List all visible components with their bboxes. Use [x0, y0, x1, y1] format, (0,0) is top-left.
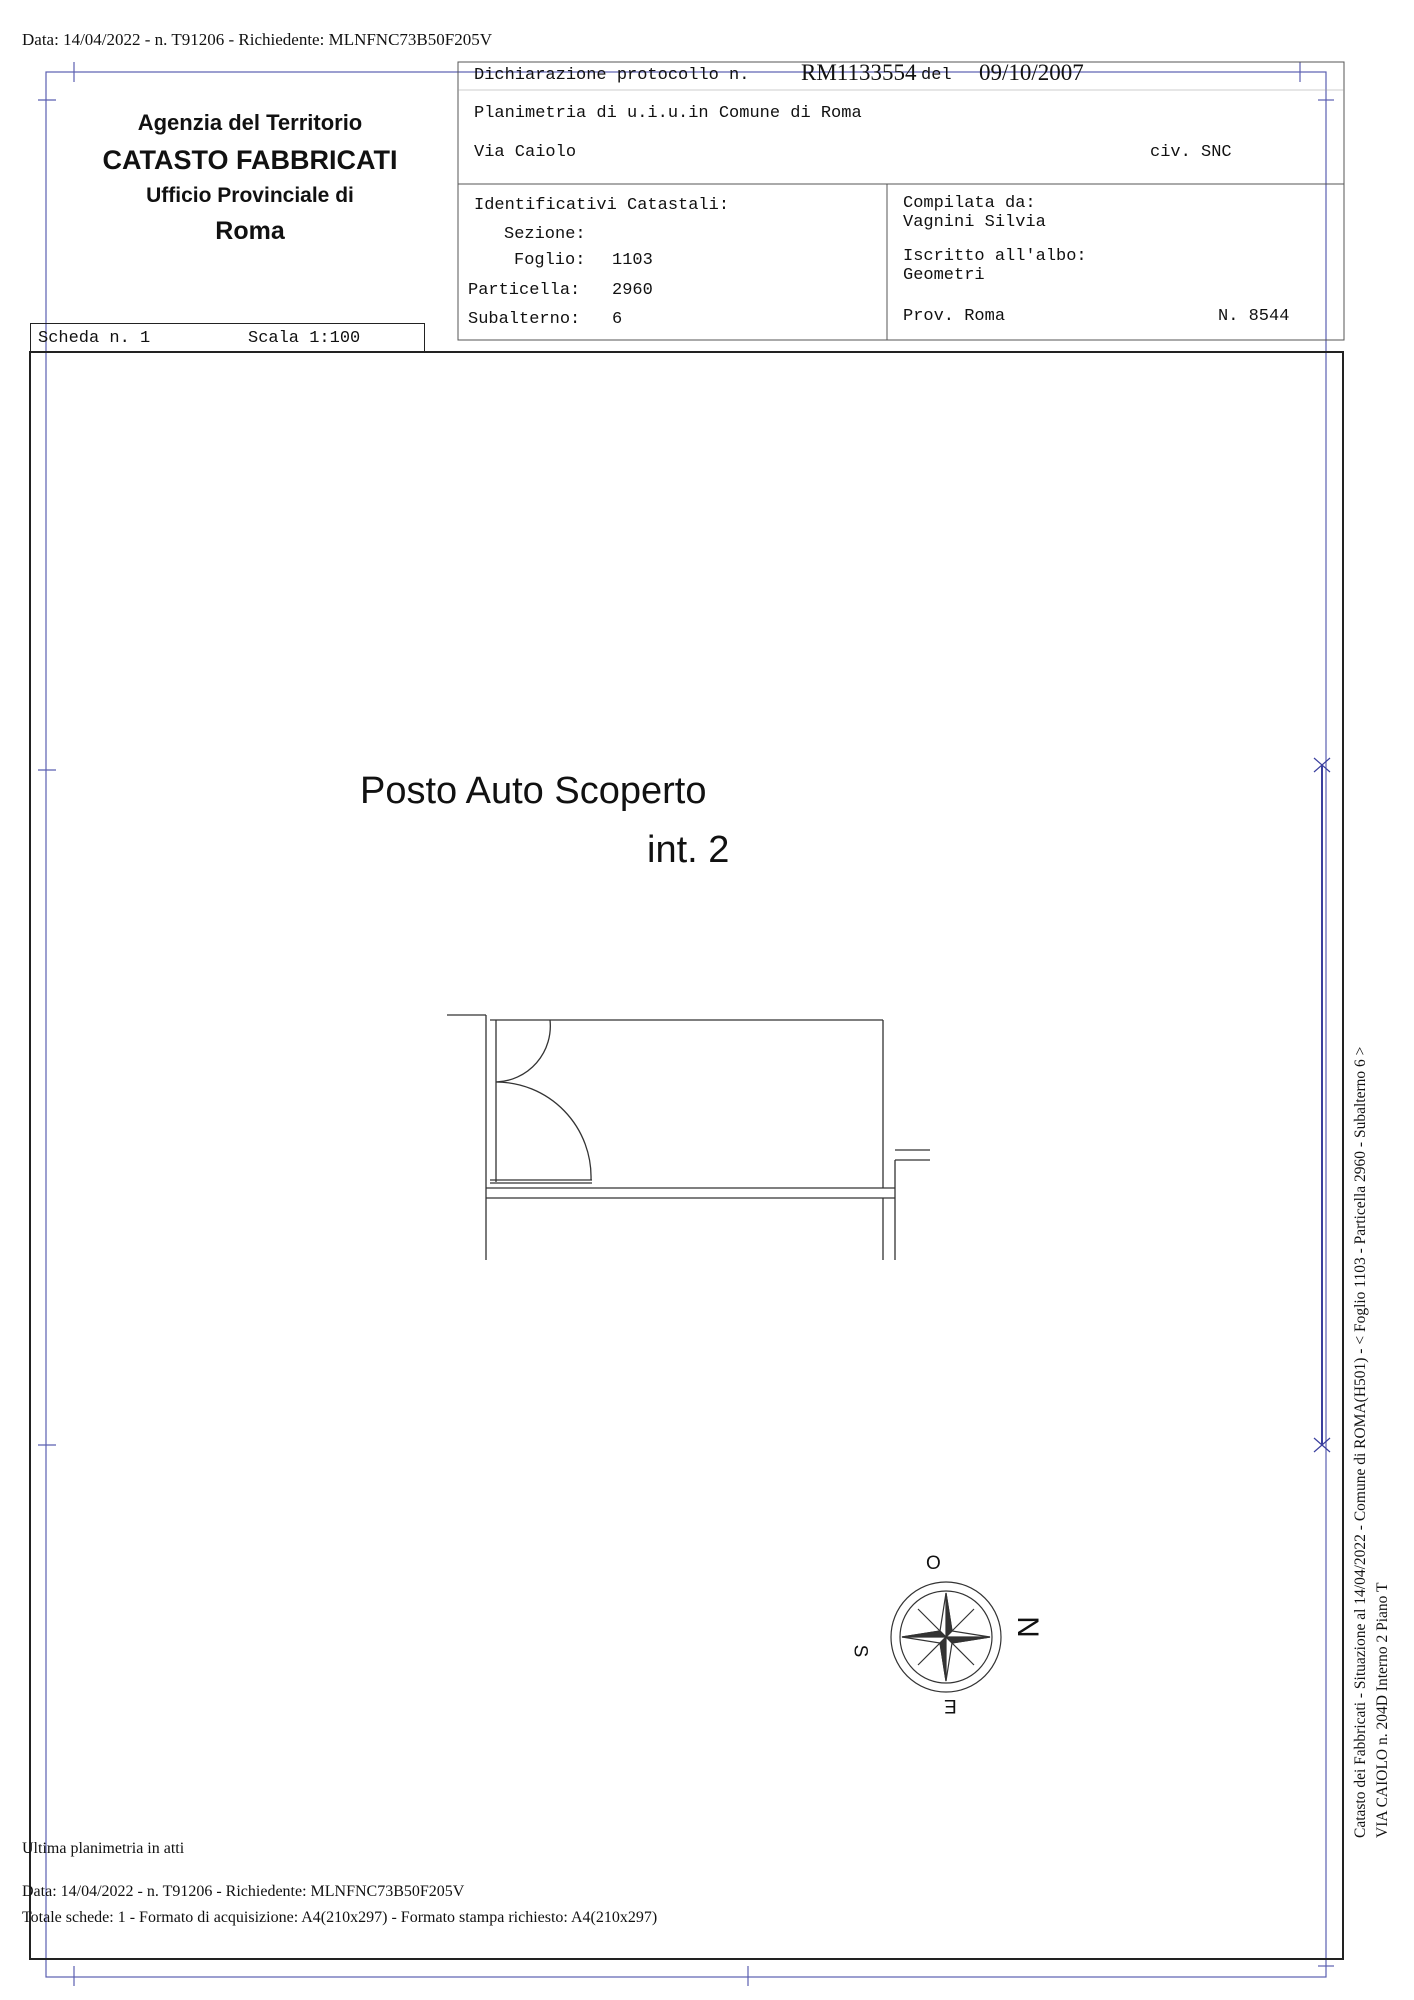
compass-west-label: O — [926, 1553, 941, 1574]
plan-label: Planimetria di u.i.u.in Comune di Roma — [474, 104, 862, 123]
compass-north-label: N — [1010, 1616, 1044, 1638]
sezione-label: Sezione: — [504, 225, 586, 244]
declaration-date: 09/10/2007 — [979, 60, 1084, 85]
particella-label: Particella: — [468, 281, 581, 300]
particella-value: 2960 — [612, 281, 653, 300]
albo-value: Geometri — [903, 266, 985, 285]
space-interior: int. 2 — [647, 829, 730, 871]
footer-request-line: Data: 14/04/2022 - n. T91206 - Richiedente: MLNFNC73B50F205V — [22, 1883, 465, 1900]
subalterno-value: 6 — [612, 310, 623, 329]
scheda-label: Scheda n. 1 — [38, 329, 151, 348]
albo-number: N. 8544 — [1218, 307, 1290, 326]
compass-east-label: E — [944, 1695, 957, 1716]
subalterno-label: Subalterno: — [468, 310, 581, 329]
compass-south-label: S — [849, 1644, 871, 1658]
footer-totals: Totale schede: 1 - Formato di acquisizione: A4(210x297) - Formato stampa richiesto: A4(210x297) — [22, 1909, 658, 1926]
side-situation-text: Catasto dei Fabbricati - Situazione al 14/04/2022 - Comune di ROMA(H501) - < Foglio 1103 - Particella 2960 - Subalterno 6 > — [1352, 1046, 1369, 1838]
address: Via Caiolo — [474, 143, 577, 162]
foglio-value: 1103 — [612, 251, 653, 270]
identifiers-title: Identificativi Catastali: — [474, 196, 730, 215]
albo-label: Iscritto all'albo: — [903, 247, 1087, 266]
declaration-number: RM1133554 — [801, 60, 917, 85]
office-city: Roma — [215, 217, 285, 245]
footer-last-plan: Ultima planimetria in atti — [22, 1840, 185, 1857]
declaration-del: del — [921, 66, 952, 85]
agency-name: Agenzia del Territorio — [137, 110, 363, 135]
declaration-label: Dichiarazione protocollo n. — [474, 66, 750, 85]
cadastre-title: CATASTO FABBRICATI — [102, 145, 398, 175]
civic-number: civ. SNC — [1150, 143, 1232, 162]
province: Prov. Roma — [903, 307, 1006, 326]
space-title: Posto Auto Scoperto — [360, 770, 707, 812]
office-label: Ufficio Provinciale di — [146, 184, 354, 207]
request-line: Data: 14/04/2022 - n. T91206 - Richiedente: MLNFNC73B50F205V — [22, 30, 492, 49]
scala-label: Scala 1:100 — [248, 329, 361, 348]
compiler-name: Vagnini Silvia — [903, 213, 1046, 232]
compiler-label: Compilata da: — [903, 194, 1036, 213]
foglio-label: Foglio: — [514, 251, 586, 270]
side-address-text: VIA CAIOLO n. 204D Interno 2 Piano T — [1374, 1582, 1391, 1838]
